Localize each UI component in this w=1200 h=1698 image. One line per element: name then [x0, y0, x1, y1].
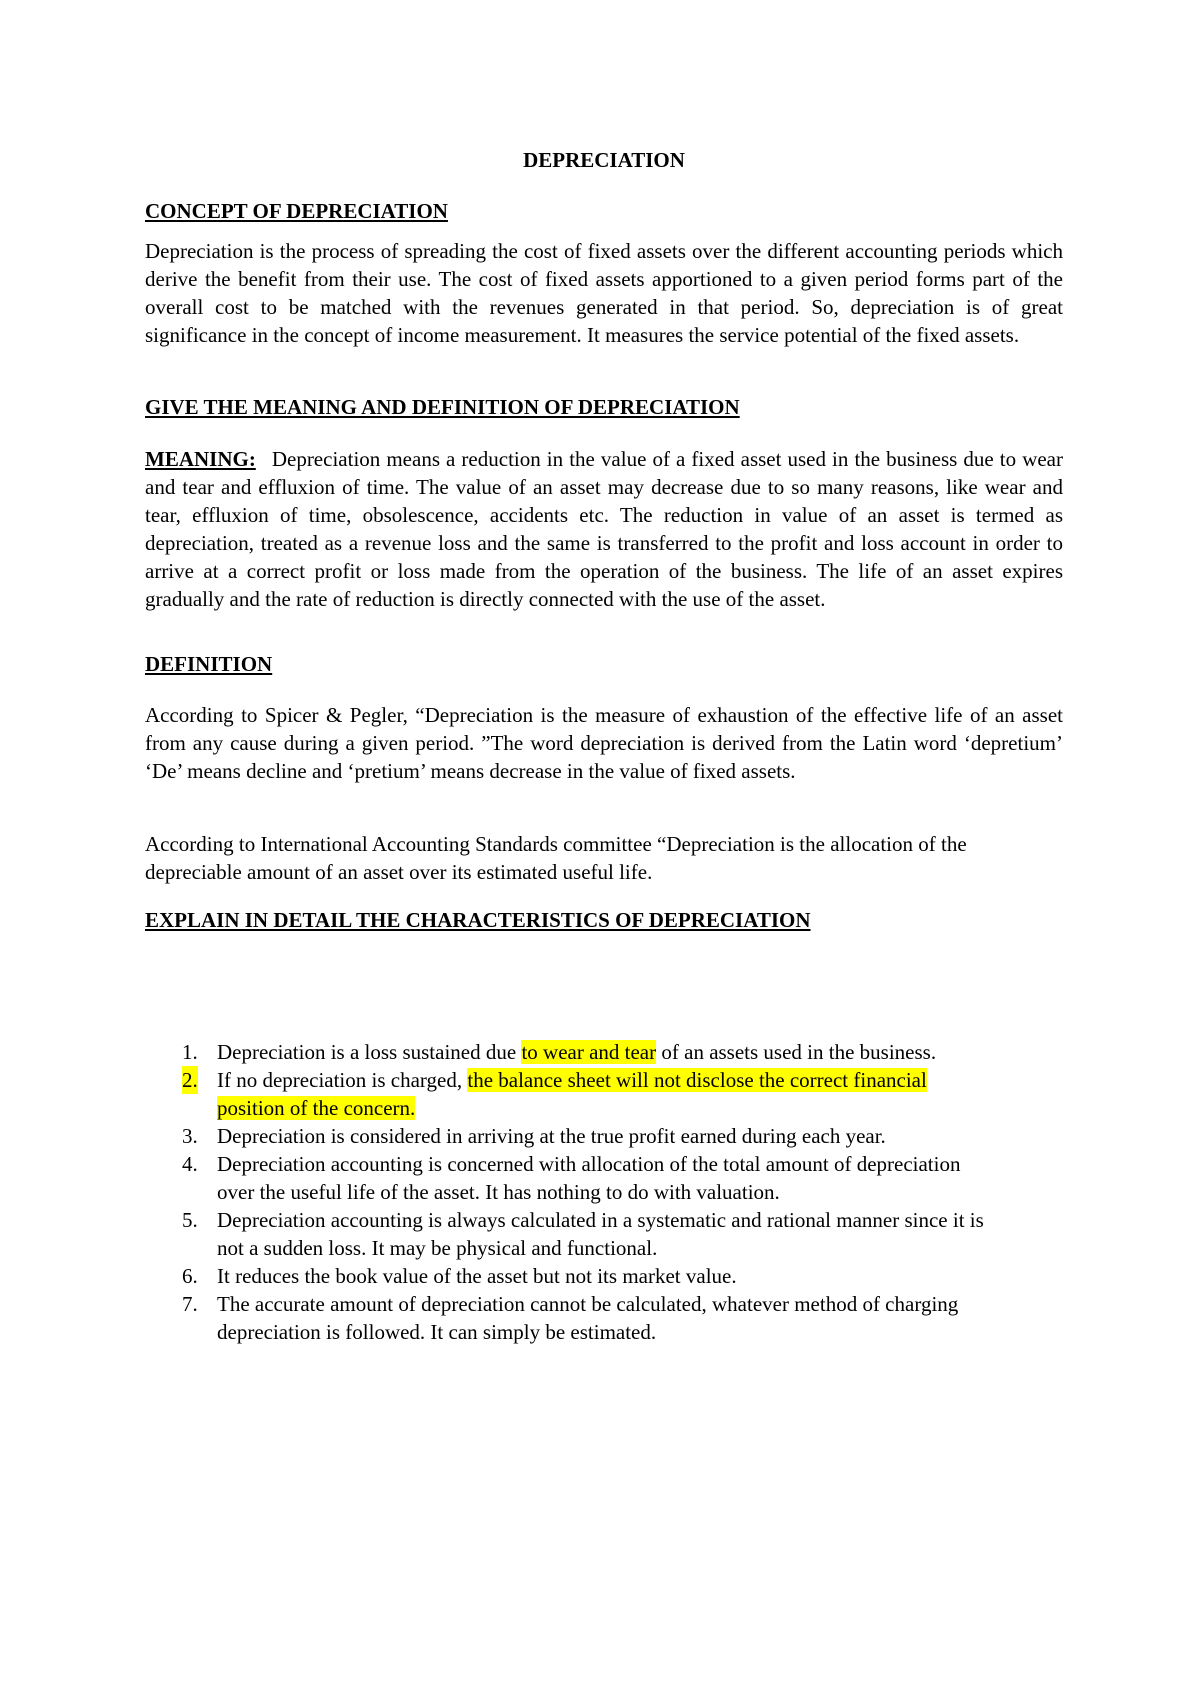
list-item-text: Depreciation is a loss sustained due [217, 1040, 522, 1064]
list-item-number: 6. [182, 1264, 198, 1288]
definition-iasc: According to International Accounting Standards committee “Depreciation is the allocation of the depreciable amount of an asset over its estimated useful life. [145, 832, 967, 884]
list-item-number: 5. [182, 1208, 198, 1232]
list-item-number: 7. [182, 1292, 198, 1316]
concept-heading: CONCEPT OF DEPRECIATION [145, 199, 448, 223]
list-item-text: Depreciation accounting is concerned with allocation of the total amount of depreciation over the useful life of the asset. It has nothing to do with valuation. [217, 1152, 961, 1204]
list-item [145, 1206, 987, 1262]
concept-paragraph: Depreciation is the process of spreading the cost of fixed assets over the different accounting periods which derive the benefit from their use. The cost of fixed assets apportioned to a given period forms part of the overall cost to be matched with the revenues generated in that period. So, depreciation is of great significance in the concept of income measurement. It measures the service potential of the fixed assets. [145, 239, 1063, 347]
document-title: DEPRECIATION [523, 148, 685, 172]
list-item-text: It reduces the book value of the asset but not its market value. [217, 1264, 737, 1288]
characteristics-heading: EXPLAIN IN DETAIL THE CHARACTERISTICS OF DEPRECIATION [145, 908, 811, 932]
meaning-label: MEANING: [145, 447, 256, 471]
list-item-number: 3. [182, 1124, 198, 1148]
list-item [145, 1290, 987, 1346]
characteristics-list [145, 1038, 1063, 1346]
meaning-text: Depreciation means a reduction in the value of a fixed asset used in the business due to wear and tear and effluxion of time. The value of an asset may decrease due to so many reasons, like wear and tear, effluxion of time, obsolescence, accidents etc. The reduction in value of an asset is termed as depreciation, treated as a revenue loss and the same is transferred to the profit and loss account in order to arrive at a correct profit or loss made from the operation of the business. The life of an asset expires gradually and the rate of reduction is directly connected with the use of the asset. [145, 447, 1063, 611]
definition-spicer-pegler: According to Spicer & Pegler, “Depreciation is the measure of exhaustion of the effective life of an asset from any cause during a given period. ”The word depreciation is derived from the Latin word ‘depretium’ ‘De’ means decline and ‘pretium’ means decrease in the value of fixed assets. [145, 703, 1063, 783]
highlighted-text: to wear and tear [521, 1040, 657, 1064]
list-item-number: 4. [182, 1152, 198, 1176]
list-item [145, 1122, 987, 1150]
list-item [145, 1066, 987, 1122]
list-item [145, 1262, 987, 1290]
meaning-definition-heading: GIVE THE MEANING AND DEFINITION OF DEPRECIATION [145, 395, 740, 419]
list-item-number: 2. [182, 1068, 198, 1092]
list-item-text: Depreciation is considered in arriving at the true profit earned during each year. [217, 1124, 886, 1148]
list-item-text: The accurate amount of depreciation cannot be calculated, whatever method of charging depreciation is followed. It can simply be estimated. [217, 1292, 959, 1344]
definition-heading: DEFINITION [145, 652, 273, 676]
highlighted-text: the balance sheet will not disclose the correct financial position of the concern. [217, 1068, 927, 1120]
list-item [145, 1038, 987, 1066]
list-item-text: If no depreciation is charged, [217, 1068, 468, 1092]
meaning-paragraph [145, 445, 1063, 613]
list-item-text: Depreciation accounting is always calculated in a systematic and rational manner since it is not a sudden loss. It may be physical and functional. [217, 1208, 984, 1260]
list-item-text: of an assets used in the business. [656, 1040, 937, 1064]
list-item-number: 1. [182, 1040, 198, 1064]
list-item [145, 1150, 987, 1206]
